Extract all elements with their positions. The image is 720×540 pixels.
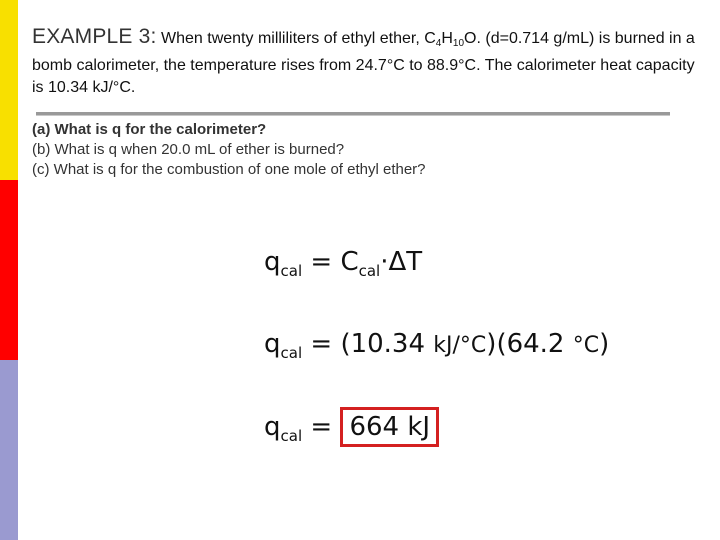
close-paren: ) xyxy=(599,329,610,359)
decorative-sidebar xyxy=(0,0,18,540)
question-a: (a) What is q for the calorimeter? xyxy=(32,121,267,138)
cal-subscript: cal xyxy=(280,262,303,280)
question-b: (b) What is q when 20.0 mL of ether is burned? xyxy=(32,141,345,158)
heat-capacity-unit: kJ/°C xyxy=(433,333,487,358)
problem-statement xyxy=(32,26,702,99)
cal-subscript: cal xyxy=(280,344,303,362)
q-symbol: q xyxy=(264,329,281,359)
subscript-10: 10 xyxy=(452,38,465,49)
equation-substitution xyxy=(264,327,609,370)
sidebar-lavender-segment xyxy=(0,360,18,540)
cal-subscript: cal xyxy=(280,427,303,445)
statement-text-1: When twenty milliliters of ethyl ether, C xyxy=(156,30,436,47)
question-list xyxy=(32,120,702,180)
subscript-4: 4 xyxy=(435,38,442,49)
result-box: 664 kJ xyxy=(340,407,439,447)
temperature-change-value: )(64.2 xyxy=(486,329,573,359)
equation-definition xyxy=(264,245,422,288)
divider-line xyxy=(36,112,670,116)
delta-t: ·ΔT xyxy=(380,247,423,277)
equals-c: = C xyxy=(302,247,359,277)
sidebar-red-segment xyxy=(0,180,18,360)
question-c: (c) What is q for the combustion of one mole of ethyl ether? xyxy=(32,161,426,178)
equation-result xyxy=(264,407,439,453)
heat-capacity-value: = (10.34 xyxy=(302,329,434,359)
sidebar-yellow-segment xyxy=(0,0,18,180)
q-symbol: q xyxy=(264,412,281,442)
statement-text-2: H xyxy=(441,30,453,47)
q-symbol: q xyxy=(264,247,281,277)
equals-sign: = xyxy=(302,412,341,442)
cal-subscript: cal xyxy=(358,262,381,280)
statement-text-3: O. (d=0.714 g/mL) is burned in a bomb calorimeter, the temperature rises from 24.7°C to 88.9°C. The calorimeter heat capacity is 10.34 kJ/°C. xyxy=(32,30,695,96)
temperature-unit: °C xyxy=(572,333,600,358)
example-label: EXAMPLE 3: xyxy=(32,25,157,48)
